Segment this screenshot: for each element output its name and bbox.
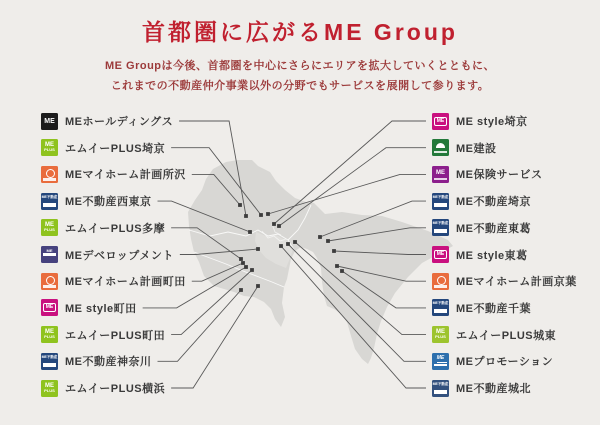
- company-label: ME不動産神奈川: [65, 356, 152, 369]
- company-item-right-4: [432, 218, 531, 237]
- company-item-right-9: [432, 352, 553, 371]
- company-label: ME不動産千葉: [456, 302, 531, 315]
- map-dot-right-9: [286, 242, 290, 246]
- fudosan-logo-icon: ME不動産: [41, 353, 58, 370]
- hoken-logo-icon: ME: [432, 166, 449, 183]
- plus-logo-icon: ME PLUS: [41, 380, 58, 397]
- plus-logo-icon: ME PLUS: [41, 219, 58, 236]
- map-dot-right-4: [326, 239, 330, 243]
- fudosan-logo-icon: ME不動産: [432, 219, 449, 236]
- fudosan-logo-icon: ME不動産: [432, 380, 449, 397]
- kensetsu-logo-icon: [432, 139, 449, 156]
- style-logo-icon: ME: [432, 113, 449, 130]
- company-label: MEマイホーム計画京葉: [456, 276, 577, 289]
- company-item-right-10: [432, 379, 531, 398]
- style-logo-icon: ME: [432, 246, 449, 263]
- fudosan-logo-icon: ME不動産: [432, 193, 449, 210]
- fudosan-logo-icon: ME不動産: [41, 193, 58, 210]
- company-item-left-8: [41, 325, 165, 344]
- company-item-left-6: [41, 272, 186, 291]
- company-label: エムイーPLUS横浜: [65, 383, 166, 395]
- company-item-left-7: [41, 298, 137, 317]
- company-label: エムイーPLUS多摩: [65, 222, 166, 235]
- map-dot-right-6: [335, 264, 339, 268]
- plus-logo-icon: ME PLUS: [41, 139, 58, 156]
- company-label: ME不動産西東京: [65, 196, 152, 209]
- company-label: MEホールディングス: [65, 116, 174, 128]
- map-dot-right-2: [266, 212, 270, 216]
- style-logo-icon: ME: [41, 299, 58, 316]
- company-item-right-1: [432, 138, 497, 157]
- company-label: MEプロモーション: [456, 356, 554, 369]
- holdings-logo-icon: ME: [41, 113, 58, 130]
- company-item-left-1: [41, 138, 165, 157]
- promo-logo-icon: ME: [432, 353, 449, 370]
- company-item-left-5: [41, 245, 174, 264]
- company-label: ME style町田: [65, 302, 137, 315]
- company-label: エムイーPLUS城東: [456, 329, 557, 342]
- map-dot-right-7: [340, 269, 344, 273]
- company-label: ME建設: [456, 142, 497, 155]
- company-item-left-9: [41, 352, 152, 371]
- company-label: エムイーPLUS埼京: [65, 142, 166, 155]
- company-label: MEデベロップメント: [65, 249, 174, 262]
- map-dot-left-1: [259, 213, 263, 217]
- map-dot-left-10: [256, 284, 260, 288]
- myhome-logo-icon: [41, 273, 58, 290]
- company-item-right-8: [432, 325, 556, 344]
- map-dot-right-10: [279, 244, 283, 248]
- page-title: 首都圏に広がるME Group: [142, 19, 458, 45]
- myhome-logo-icon: [432, 273, 449, 290]
- map-dot-left-2: [238, 203, 242, 207]
- company-label: MEマイホーム計画町田: [65, 276, 186, 289]
- map-dot-left-8: [250, 268, 254, 272]
- company-item-right-3: [432, 192, 531, 211]
- map-dot-left-6: [241, 261, 245, 265]
- map-dot-left-5: [256, 247, 260, 251]
- company-item-left-4: [41, 218, 165, 237]
- plus-logo-icon: ME PLUS: [432, 326, 449, 343]
- map-dot-right-8: [293, 240, 297, 244]
- company-item-right-7: [432, 298, 531, 317]
- company-item-right-5: [432, 245, 528, 264]
- company-label: ME保険サービス: [456, 169, 543, 182]
- map-dot-left-9: [239, 288, 243, 292]
- map-dot-right-5: [332, 249, 336, 253]
- company-label: ME不動産埼京: [456, 196, 531, 209]
- company-item-left-10: [41, 379, 165, 398]
- plus-logo-icon: ME PLUS: [41, 326, 58, 343]
- company-label: ME不動産城北: [456, 383, 531, 395]
- map-dot-left-3: [248, 230, 252, 234]
- connector-left-9: [158, 290, 242, 361]
- company-label: エムイーPLUS町田: [65, 329, 166, 342]
- dev-logo-icon: ME: [41, 246, 58, 263]
- map-dot-left-0: [244, 214, 248, 218]
- myhome-logo-icon: [41, 166, 58, 183]
- map-dot-left-4: [239, 257, 243, 261]
- company-item-right-0: [432, 112, 528, 131]
- company-label: ME不動産東葛: [456, 222, 531, 235]
- company-item-left-0: [41, 112, 173, 131]
- connector-left-10: [171, 286, 258, 388]
- company-item-right-6: [432, 272, 577, 291]
- map-dot-right-1: [277, 224, 281, 228]
- company-label: MEマイホーム計画所沢: [65, 169, 186, 182]
- company-label: ME style東葛: [456, 249, 528, 262]
- company-item-right-2: [432, 165, 543, 184]
- company-item-left-2: [41, 165, 186, 184]
- subtitle-line-2: これまでの不動産仲介事業以外の分野でもサービスを展開して参ります。: [110, 80, 490, 93]
- company-label: ME style埼京: [456, 116, 528, 128]
- map-dot-right-0: [272, 222, 276, 226]
- map-dot-right-3: [318, 235, 322, 239]
- fudosan-logo-icon: ME不動産: [432, 299, 449, 316]
- subtitle-line-1: ME Groupは今後、首都圏を中心にさらにエリアを拡大していくとともに、: [104, 60, 496, 72]
- map-dot-left-7: [244, 265, 248, 269]
- company-item-left-3: [41, 192, 152, 211]
